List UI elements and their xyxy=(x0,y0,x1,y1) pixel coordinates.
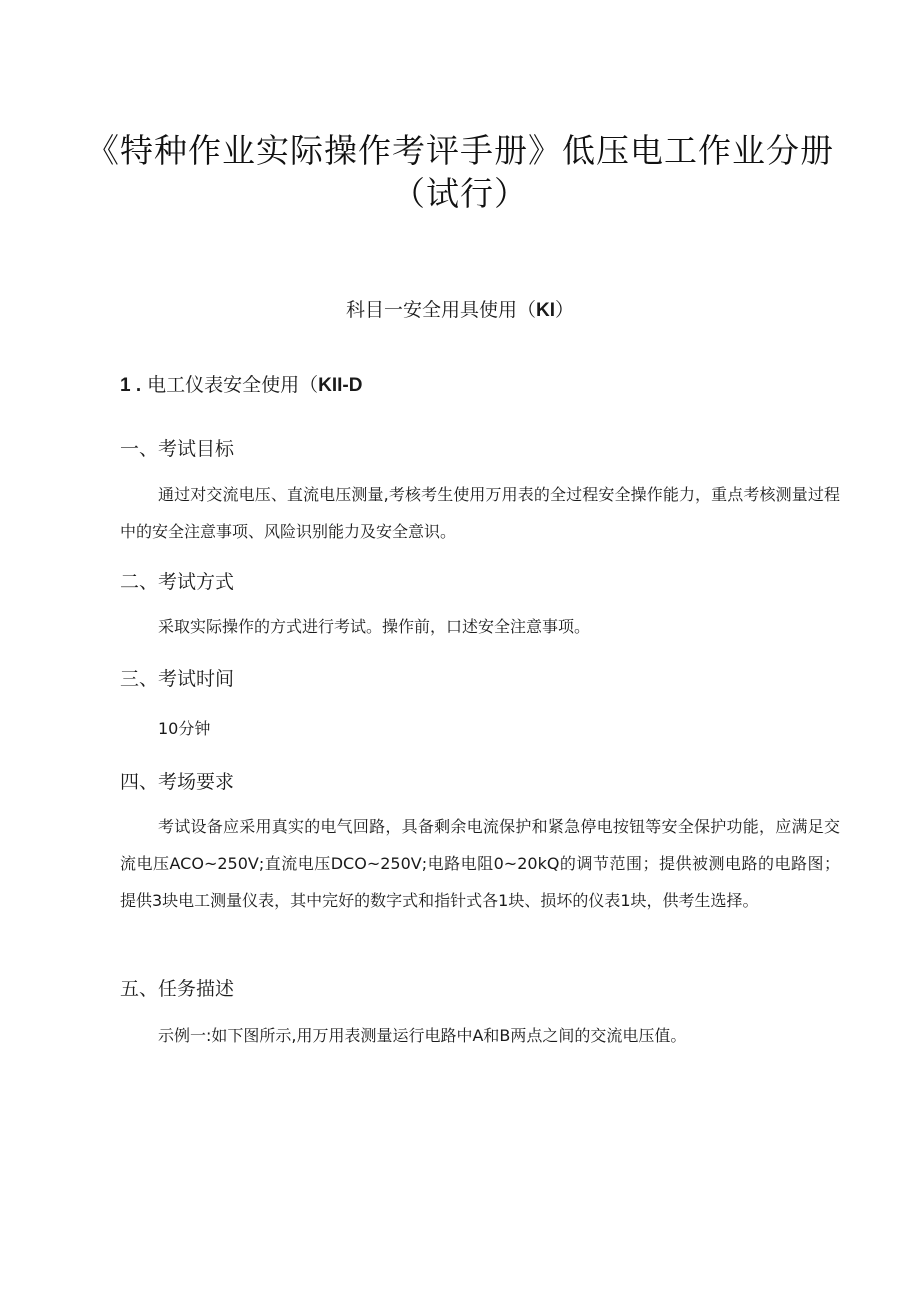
section-title-exam-method: 二、考试方式 xyxy=(120,571,235,593)
subject-heading xyxy=(60,296,860,325)
item-title: 电工仪表安全使用（ xyxy=(147,374,319,396)
section-title-exam-site: 四、考场要求 xyxy=(120,771,235,793)
section-body-exam-goal: 通过对交流电压、直流电压测量,考核考生使用万用表的全过程安全操作能力，重点考核测量过程中的安全注意事项、风险识别能力及安全意识。 xyxy=(120,485,840,541)
section-body-exam-site: 考试设备应采用真实的电气回路，具备剩余电流保护和紧急停电按钮等安全保护功能，应满足交流电压ACO~250V;直流电压DCO~250V;电路电阻0~20kQ的调节范围；提供被测电路的电路图；提供3块电工测量仪表，其中完好的数字式和指针式各1块、损坏的仪表1块，供考生选择。 xyxy=(120,817,840,910)
section-title-exam-goal: 一、考试目标 xyxy=(120,438,235,460)
item-code: KII-D xyxy=(318,375,363,396)
document-title-line1: 《特种作业实际操作考评手册》低压电工作业分册 xyxy=(86,131,834,170)
subject-code: KI xyxy=(536,300,555,321)
section-body-exam-time: 10分钟 xyxy=(158,719,211,738)
subject-suffix: ） xyxy=(555,299,575,321)
section-title-exam-time: 三、考试时间 xyxy=(120,668,235,690)
item-heading xyxy=(120,371,362,400)
section-title-task: 五、任务描述 xyxy=(120,978,235,1000)
subject-prefix: 科目一安全用具使用（ xyxy=(345,299,536,321)
section-body-task: 示例一:如下图所示,用万用表测量运行电路中A和B两点之间的交流电压值。 xyxy=(158,1026,687,1045)
item-number: 1 . xyxy=(120,375,142,396)
document-title-line2: （试行） xyxy=(392,174,528,213)
section-body-exam-method: 采取实际操作的方式进行考试。操作前，口述安全注意事项。 xyxy=(158,617,591,636)
